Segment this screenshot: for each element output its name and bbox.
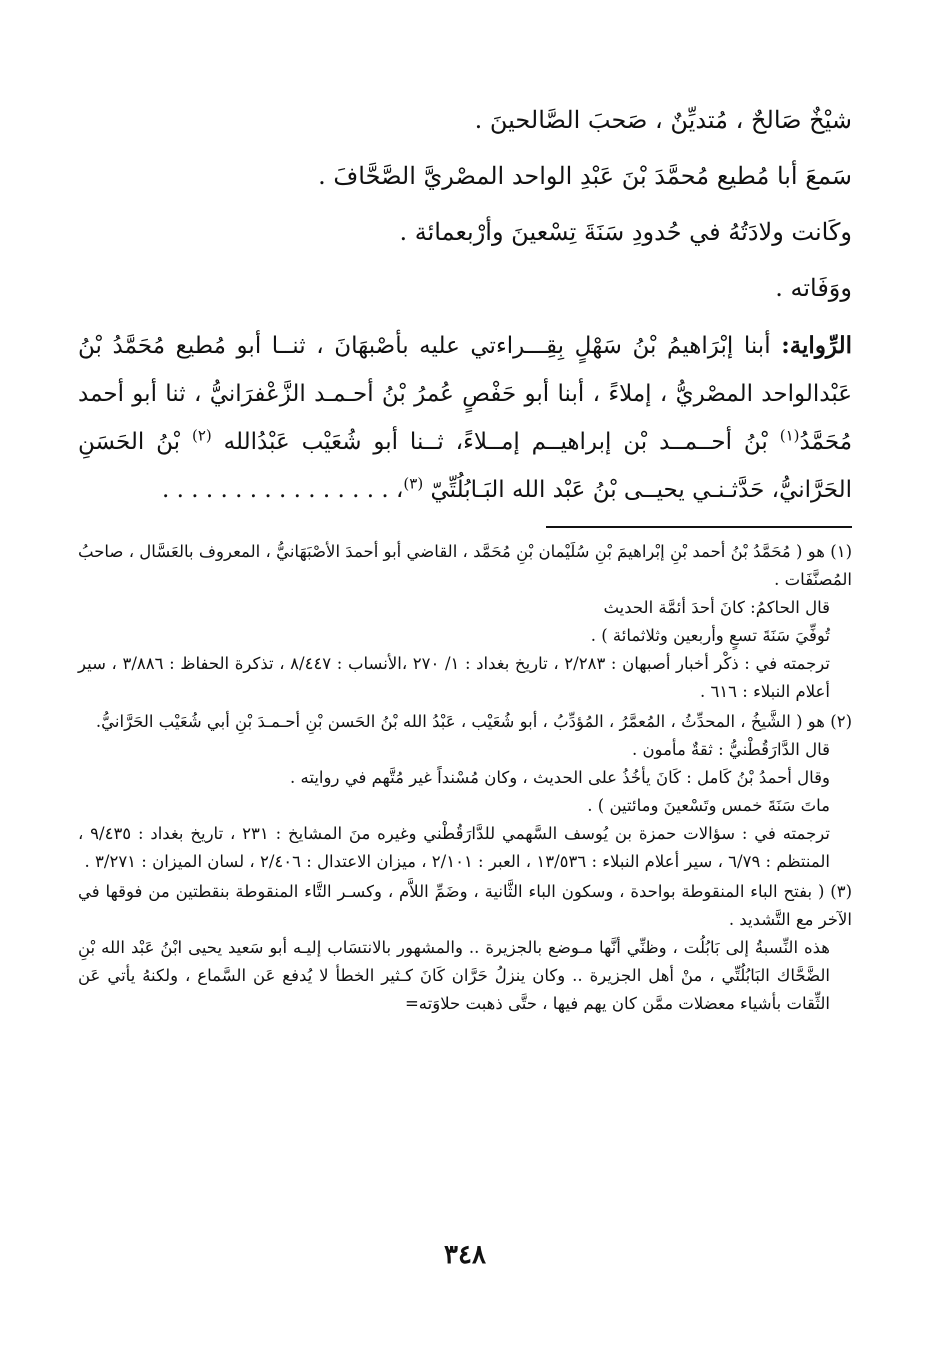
footnote-2-line-1: (٢) هو ( الشَّيخُ ، المحدِّثُ ، المُعمَّرُ ، المُؤدِّبُ ، أبو شُعَيْب ، عَبْدُ الله بْنُ الحَسن بْنِ أحـمـدَ بْنِ أبي شُعَيْب الحَرَّانيُّ. bbox=[95, 712, 852, 731]
footnote-separator bbox=[546, 526, 852, 528]
riwaya-text-part-1: أبنا إبْرَاهيمُ بْنُ سَهْلٍ بِقِـــراءتي عليه بأصْبهَانَ ، ثنــا أبو مُطيع مُحَمَّدُ بْنُ عَبْدالواحد المصْريُّ ، إملاءً ، أبنا أبو حَفْصٍ عُمرُ بْنُ أحـمـد الزَّعْفرَانيُّ ، ثنا أبو أحمد مُحَمَّدُ bbox=[78, 333, 853, 455]
footnote-1-line-3: تُوفِّيَ سَنَةَ تسعٍ وأربعين وثلاثمائة ) . bbox=[590, 626, 830, 645]
riwaya-label: الرِّواية: bbox=[781, 332, 853, 359]
riwaya-paragraph bbox=[78, 322, 852, 514]
book-page bbox=[78, 92, 852, 1322]
footnote-ref-1[interactable]: (١) bbox=[779, 426, 800, 445]
main-text-line-2: سَمعَ أبا مُطيع مُحمَّدَ بْنَ عَبْدِ الواحد المصْريَّ الصَّحَّافَ . bbox=[318, 162, 852, 190]
footnote-1-line-1: (١) هو ( مُحَمَّدُ بْنُ أحمد بْنِ إبْراهيمَ بْنِ سُلَيْمان بْنِ مُحَمَّد ، القاضي أبو أحمدَ الأصْبَهَانيُّ ، المعروف بالعَسَّال ، صاحبُ المُصنَّفَات . bbox=[78, 542, 852, 589]
footnote-3-line-2: هذه النِّسبةُ إلى بَابُلُت ، وظنِّي أنَّها مـوضع بالجزيرة .. والمشهور بالانتسَاب إليـه أبو سَعيد يحيى ابْنُ عَبْد الله بْنِ الضَّحَّاك البَابُلُتِّي ، منْ أهل الجزيرة .. وكان ينزلُ حَرَّان كَانَ كـثير الخطأ لا يُدفع عَن السَّماع ، ولكنهُ يأتي عَن الثِّقات بأشياء معضلات ممَّن كان يهم فيها ، حتَّى ذهبت حلاوَته= bbox=[78, 938, 830, 1013]
footnote-2-line-2: قال الدَّارَقُطْنيُّ : ثقةٌ مأمون . bbox=[631, 740, 830, 759]
footnote-1-line-2: قال الحاكمُ: كانَ أحدَ أئمَّة الحديث bbox=[603, 598, 830, 617]
footnotes-section bbox=[78, 538, 852, 1018]
footnote-3-line-1: (٣) ( بفتح الباء المنقوطة بواحدة ، وسكون الباء الثَّانية ، وضَمِّ اللاَّم ، وكسـر التَّاء المنقوطة بنقطتين من فوقها في الآخر مع التَّشديد . bbox=[78, 882, 852, 929]
footnote-3 bbox=[78, 878, 852, 1018]
riwaya-text-part-2: بْنُ أحــمــد بْن إبراهيــم إمــلاءً، ثــنا أبو شُعَيْب عَبْدُالله bbox=[223, 429, 768, 455]
footnote-2-line-3: وقال أحمدُ بْنُ كَامل : كَانَ يأخُذُ على الحديث ، وكان مُسْنداً غير مُتَّهم في روايته . bbox=[290, 768, 830, 787]
footnote-ref-3[interactable]: (٣) bbox=[403, 474, 424, 493]
main-text-line-3: وكَانت ولادَتُهُ في حُدودِ سَنَةَ تِسْعينَ وأرْبعمائة . bbox=[399, 218, 852, 246]
footnote-2-line-4: ماتَ سَنَةَ خمس وتَسْعينَ ومائتين ) . bbox=[587, 796, 830, 815]
page-number: ٣٤٨ bbox=[444, 1240, 486, 1270]
riwaya-ellipsis: ، . . . . . . . . . . . . . . . . bbox=[162, 477, 404, 503]
footnote-1-line-4: ترجمته في : ذكْر أخبار أصبهان : ٢/٢٨٣ ، تاريخ بغداد : ١/ ٢٧٠ ،الأنساب : ٨/٤٤٧ ، تذكرة الحفاظ : ٣/٨٨٦ ، سير أعلام النبلاء : ٦١٦ . bbox=[78, 654, 830, 701]
main-text-line-1: شيْخٌ صَالحٌ ، مُتديِّنٌ ، صَحبَ الصَّالحينَ . bbox=[474, 106, 852, 134]
footnote-2-line-5: ترجمته في : سؤالات حمزة بن يُوسف السَّهمي للدَّارَقُطْني وغيره منَ المشايخ : ٢٣١ ، تاريخ بغداد : ٩/٤٣٥ ، المنتظم : ٦/٧٩ ، سير أعلام النبلاء : ١٣/٥٣٦ ، العبر : ٢/١٠١ ، ميزان الاعتدال : ٢/٤٠٦ ، لسان الميزان : ٣/٢٧١ . bbox=[78, 824, 830, 871]
riwaya-text-part-3: بْنُ الحَسَنِ الحَرَّانيُّ، حَدَّثـنـي يحيــى بْنُ عَبْد الله البَـابُلُتِّيّ bbox=[78, 429, 852, 503]
main-text-line-4: ووَفَاته . bbox=[775, 274, 852, 302]
footnote-ref-2[interactable]: (٢) bbox=[191, 426, 212, 445]
footnote-1 bbox=[78, 538, 852, 706]
footnote-2 bbox=[78, 708, 852, 876]
